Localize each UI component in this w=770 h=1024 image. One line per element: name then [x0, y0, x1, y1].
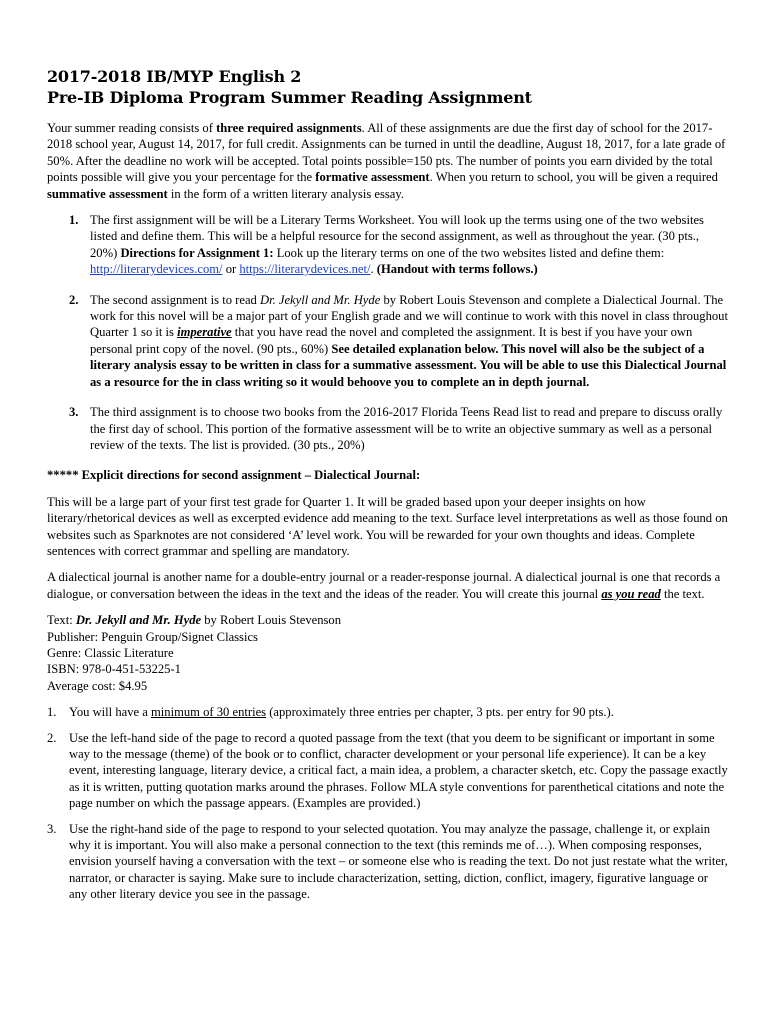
- step-2: 2. Use the left-hand side of the page to record a quoted passage from the text (that you deem to be significant or important in some way to the message (theme) of the book or to conflict, character development or your personal life experience). It can be a key event, interesting language, literary device, a critical fact, a main idea, a problem, a character sketch, etc. Copy the passage exactly as it is written, putting quotation marks around the phrases. Follow MLA style conventions for parenthetical citations and note the page number on which the passage appears. (Examples are provided.): [47, 730, 728, 811]
- book-text-line: Text: Dr. Jekyll and Mr. Hyde by Robert Louis Stevenson: [47, 613, 342, 628]
- intro-paragraph: Your summer reading consists of three required assignments. All of these assignments are due the first day of school for the 2017-2018 school year, August 14, 2017, for full credit. Assignments can be turned in until the deadline, August 18, 2017, for a late grade of 50%. After the deadline no work will be accepted. Total points possible=150 pts. The number of points you earn divided by the total points possible will give you your percentage for the formative assessment. When you return to school, you will be given a required summative assessment in the form of a written literary analysis essay.: [47, 121, 726, 201]
- list-number: 1.: [69, 213, 79, 228]
- literarydevices-net-link[interactable]: https://literarydevices.net/: [239, 262, 371, 277]
- list-number: 2.: [47, 730, 57, 745]
- book-genre: Genre: Classic Literature: [47, 645, 174, 660]
- list-number: 3.: [47, 821, 57, 836]
- step-3: 3. Use the right-hand side of the page to respond to your selected quotation. You may analyze the passage, challenge it, or explain why it is important. You will also make a personal connection to the text (this reminds me of…). When composing responses, envision yourself having a conversation with the text – or someone else who is reading the text. Do not just restate what the writer, narrator, or character is saying. Make sure to include characterization, setting, diction, conflict, imagery, figurative language or any other literary device you see in the passage.: [47, 821, 728, 902]
- journal-steps-list: [47, 704, 728, 902]
- literarydevices-com-link[interactable]: http://literarydevices.com/: [90, 262, 223, 277]
- assignment-1: 1. The first assignment will be will be a Literary Terms Worksheet. You will look up the terms using one of the two websites listed and define them. This will be a helpful resource for the second assignment, as well as throughout the year. (30 pts., 20%) Directions for Assignment 1: Look up the literary terms on one of the two websites listed and define them: http://literarydevices.com/ or https://literarydevices.net/. (Handout with terms follows.): [69, 213, 704, 277]
- book-isbn: ISBN: 978-0-451-53225-1: [47, 662, 181, 677]
- book-cost: Average cost: $4.95: [47, 678, 148, 693]
- title-line-1: 2017-2018 IB/MYP English 2: [47, 67, 302, 86]
- title-line-2: Pre-IB Diploma Program Summer Reading Assignment: [47, 88, 532, 107]
- assignment-list: [47, 212, 728, 453]
- list-number: 3.: [69, 405, 79, 420]
- assignment-3: 3. The third assignment is to choose two books from the 2016-2017 Florida Teens Read list to read and prepare to discuss orally the first day of school. This portion of the formative assessment will be to write an objective summary as well as a personal review of the texts. The list is provided. (30 pts., 20%): [69, 405, 723, 452]
- book-info: [47, 612, 728, 694]
- book-publisher: Publisher: Penguin Group/Signet Classics: [47, 629, 258, 644]
- step-1: 1. You will have a minimum of 30 entries (approximately three entries per chapter, 3 pts. per entry for 90 pts.).: [47, 705, 614, 720]
- grading-paragraph: This will be a large part of your first test grade for Quarter 1. It will be graded based upon your deeper insights on how literary/rhetorical devices as well as excerpted evidence add meaning to the text. Surface level interpretations as well as those found on websites such as Sparknotes are not considered ‘A’ level work. You will be rewarded for your own thoughts and ideas. Complete sentences with correct grammar and spelling are mandatory.: [47, 494, 728, 558]
- dialectical-journal-paragraph: A dialectical journal is another name for a double-entry journal or a reader-response journal. A dialectical journal is one that records a dialogue, or conversation between the ideas in the text and the ideas of the reader. You will create this journal as you read the text.: [47, 570, 721, 601]
- assignment-2: 2. The second assignment is to read Dr. Jekyll and Mr. Hyde by Robert Louis Stevenson and complete a Dialectical Journal. The work for this novel will be a major part of your English grade and we will continue to work with this novel in class throughout Quarter 1 so it is imperative that you have read the novel and completed the assignment. It is best if you have your own personal print copy of the novel. (90 pts., 60%) See detailed explanation below. This novel will also be the subject of a literary analysis essay to be written in class for a summative assessment. You will be able to use this Dialectical Journal as a resource for the in class writing so it would behoove you to complete an in depth journal.: [69, 292, 728, 389]
- list-number: 2.: [69, 292, 79, 307]
- explicit-directions-heading: ***** Explicit directions for second assignment – Dialectical Journal:: [47, 468, 421, 483]
- list-number: 1.: [47, 705, 57, 720]
